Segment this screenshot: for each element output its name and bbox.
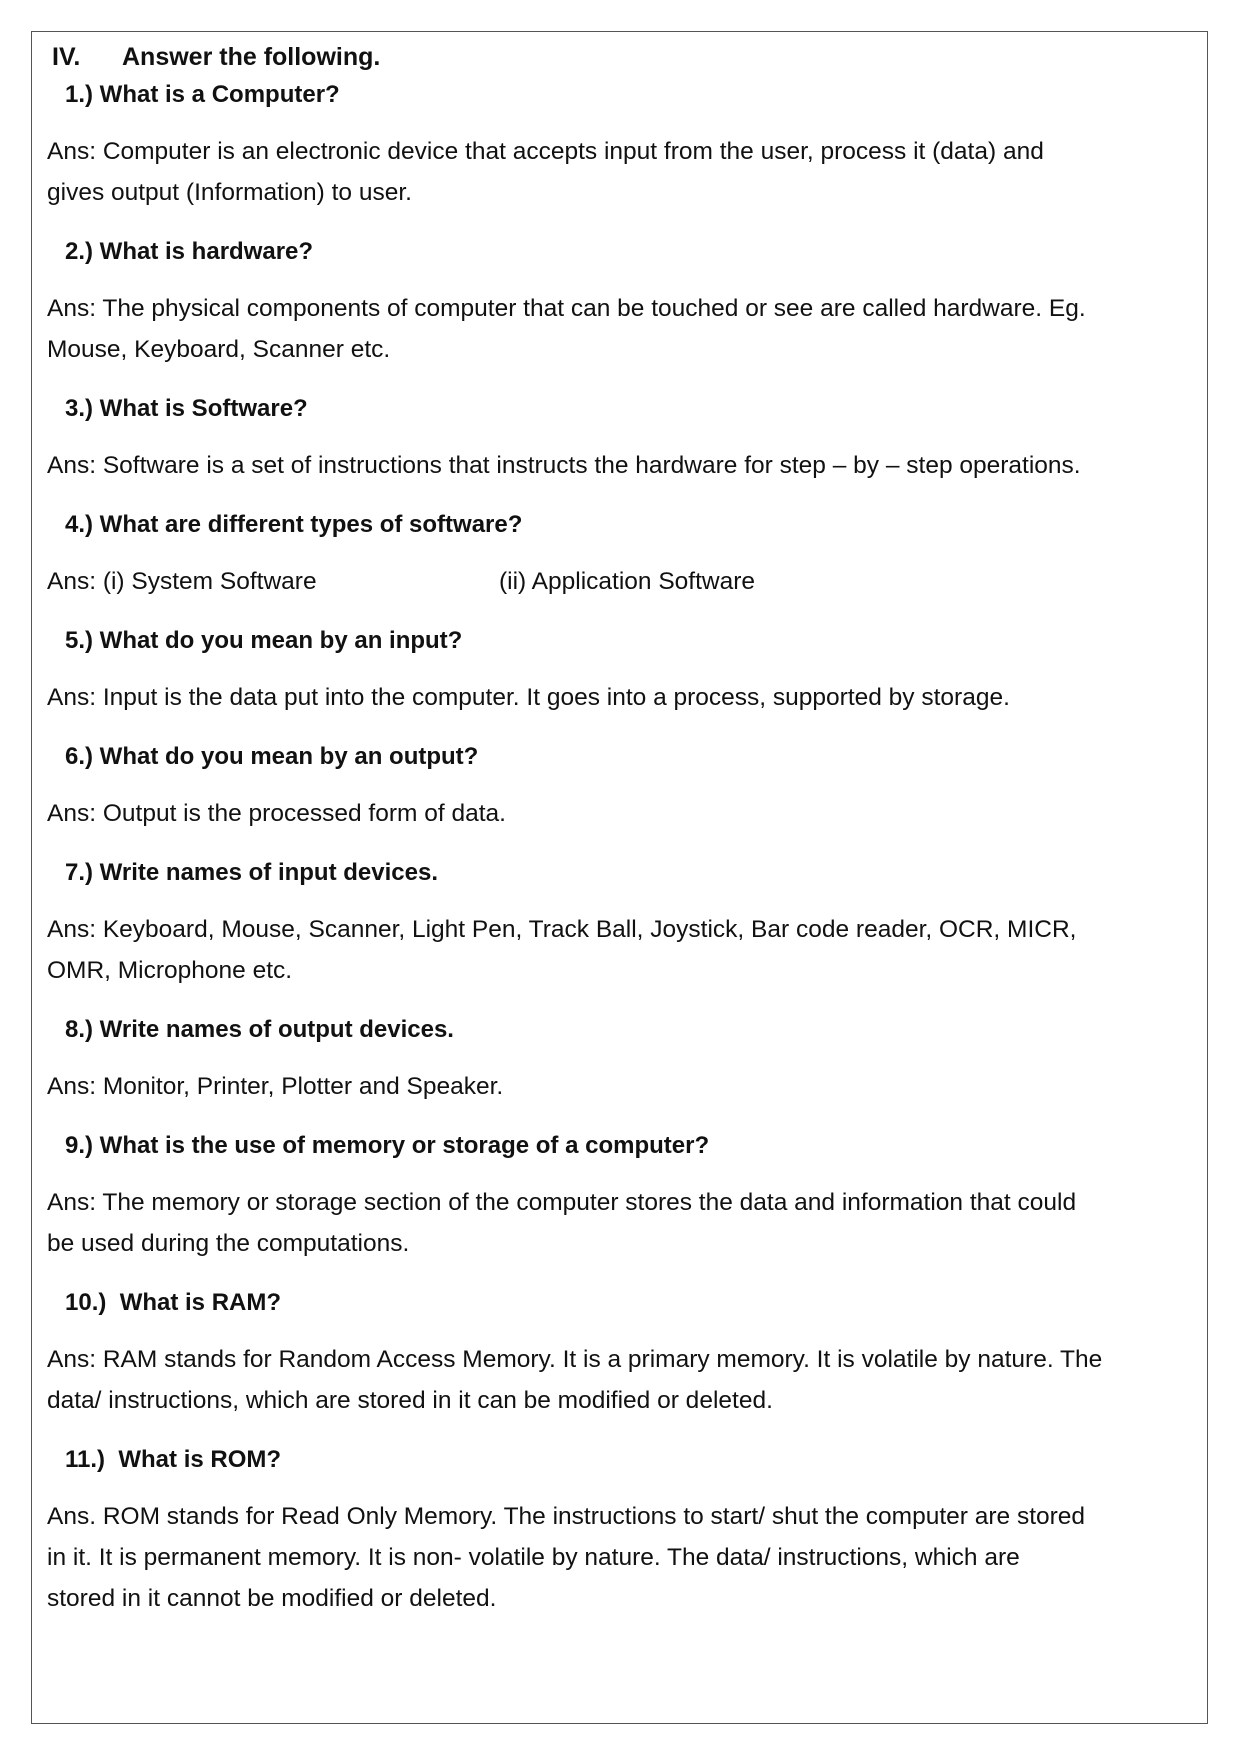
answer-line: Ans: Computer is an electronic device that accepts input from the user, process it (data) and bbox=[47, 138, 1044, 165]
question-8: 8.) Write names of output devices. bbox=[65, 1016, 454, 1043]
answer-11 bbox=[47, 1496, 1207, 1619]
answer-10 bbox=[47, 1339, 1207, 1421]
answer-2 bbox=[47, 288, 1207, 370]
question-4: 4.) What are different types of software? bbox=[65, 511, 523, 538]
answer-line: OMR, Microphone etc. bbox=[47, 957, 293, 984]
question-9: 9.) What is the use of memory or storage of a computer? bbox=[65, 1132, 710, 1159]
answer-6 bbox=[47, 793, 1207, 834]
section-heading bbox=[52, 40, 380, 74]
answer-line: Ans: RAM stands for Random Access Memory. It is a primary memory. It is volatile by nature. The bbox=[47, 1346, 1103, 1373]
question-6: 6.) What do you mean by an output? bbox=[65, 743, 479, 770]
section-title: Answer the following. bbox=[122, 43, 381, 71]
question-2: 2.) What is hardware? bbox=[65, 238, 314, 265]
answer-7 bbox=[47, 909, 1207, 991]
answer-line: Mouse, Keyboard, Scanner etc. bbox=[47, 336, 391, 363]
system-software-item: Ans: (i) System Software bbox=[47, 568, 317, 595]
answer-line: gives output (Information) to user. bbox=[47, 179, 412, 206]
question-3: 3.) What is Software? bbox=[65, 395, 308, 422]
question-10: 10.) What is RAM? bbox=[65, 1289, 282, 1316]
answer-8 bbox=[47, 1066, 1207, 1107]
answer-line: Ans: The physical components of computer that can be touched or see are called hardware. Eg. bbox=[47, 295, 1086, 322]
question-7: 7.) Write names of input devices. bbox=[65, 859, 438, 886]
software-types-row bbox=[47, 561, 1207, 602]
answer-line: Ans: The memory or storage section of the computer stores the data and information that could bbox=[47, 1189, 1077, 1216]
answer-line: stored in it cannot be modified or deleted. bbox=[47, 1585, 497, 1612]
answer-9 bbox=[47, 1182, 1207, 1264]
answer-line: data/ instructions, which are stored in it can be modified or deleted. bbox=[47, 1387, 773, 1414]
question-5: 5.) What do you mean by an input? bbox=[65, 627, 463, 654]
answer-line: Ans: Keyboard, Mouse, Scanner, Light Pen, Track Ball, Joystick, Bar code reader, OCR, MICR, bbox=[47, 916, 1077, 943]
answer-line: Ans: Monitor, Printer, Plotter and Speaker. bbox=[47, 1073, 504, 1100]
application-software-item: (ii) Application Software bbox=[499, 568, 756, 595]
answer-4 bbox=[47, 561, 1207, 602]
qa-list bbox=[47, 78, 1199, 1641]
answer-line: Ans: Software is a set of instructions that instructs the hardware for step – by – step operations. bbox=[47, 452, 1081, 479]
question-11: 11.) What is ROM? bbox=[65, 1446, 282, 1473]
answer-line: Ans: Output is the processed form of data. bbox=[47, 800, 506, 827]
answer-line: Ans: Input is the data put into the computer. It goes into a process, supported by storage. bbox=[47, 684, 1010, 711]
answer-3 bbox=[47, 445, 1207, 486]
answer-1 bbox=[47, 131, 1207, 213]
answer-line: in it. It is permanent memory. It is non- volatile by nature. The data/ instructions, which are bbox=[47, 1544, 1020, 1571]
answer-line: Ans. ROM stands for Read Only Memory. The instructions to start/ shut the computer are stored bbox=[47, 1503, 1086, 1530]
question-1: 1.) What is a Computer? bbox=[65, 81, 340, 108]
answer-line: be used during the computations. bbox=[47, 1230, 410, 1257]
section-numeral: IV. bbox=[52, 43, 81, 71]
answer-5 bbox=[47, 677, 1207, 718]
